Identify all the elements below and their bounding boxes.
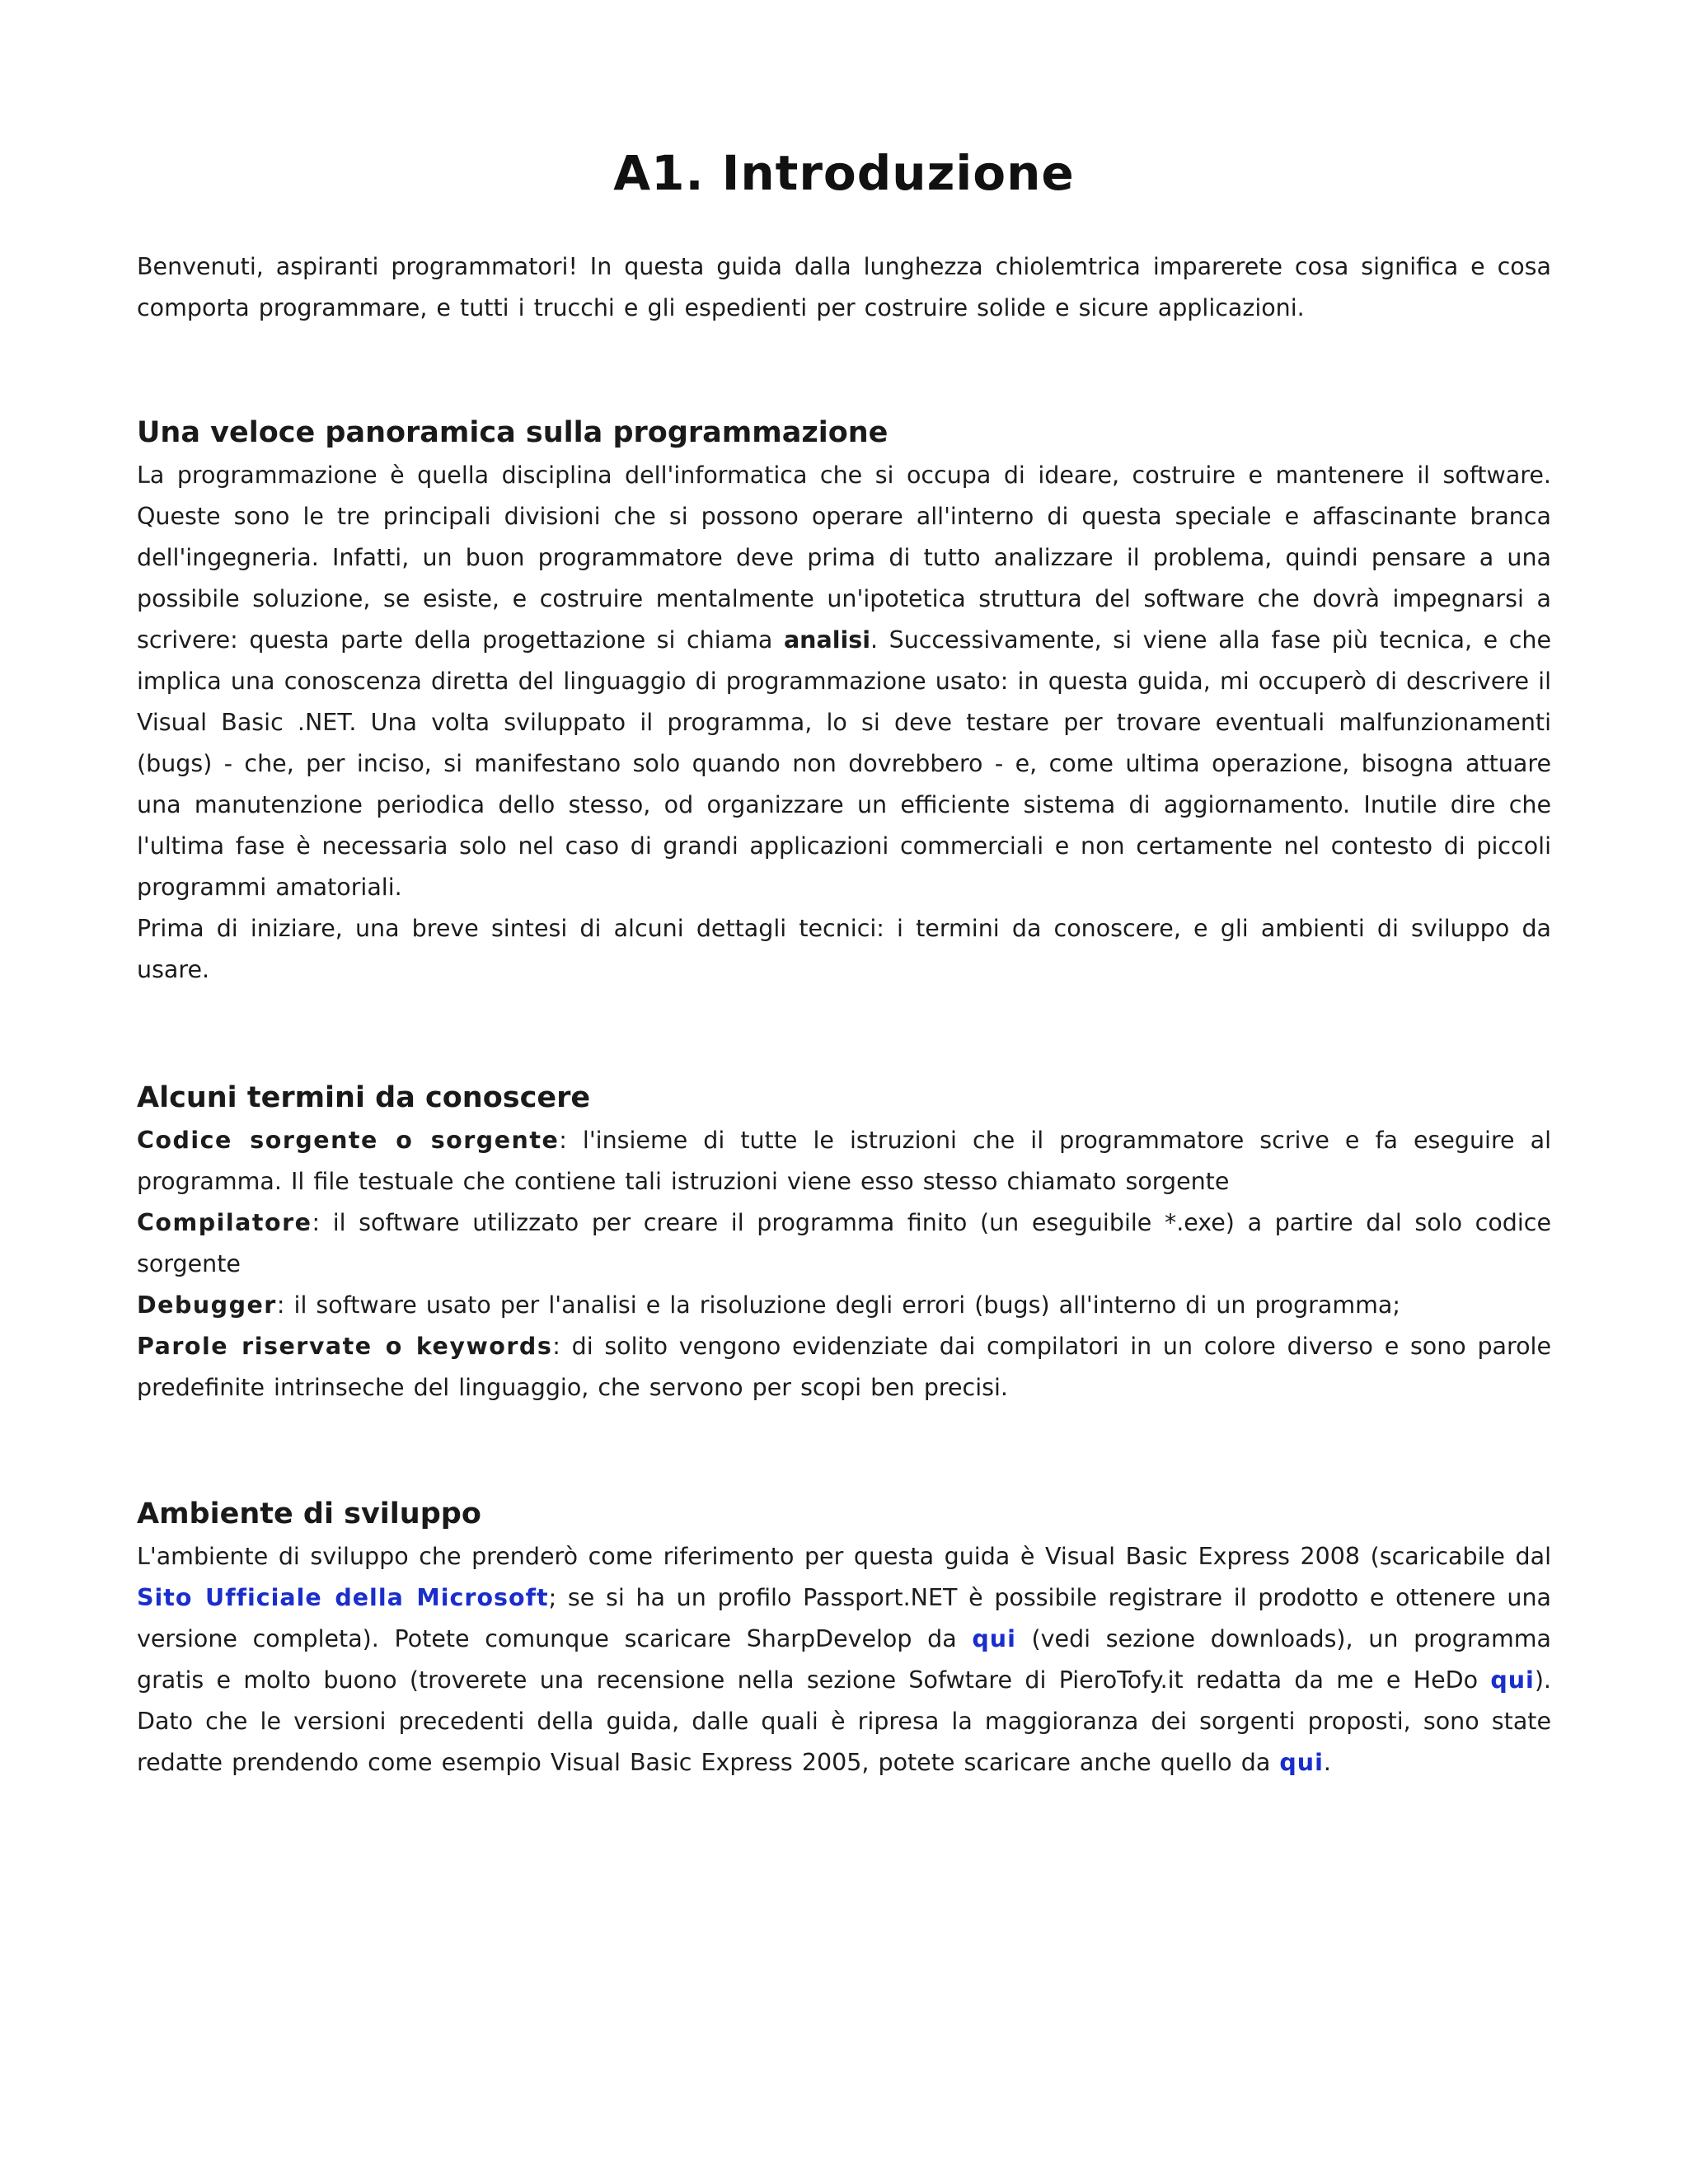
panorama-paragraph-2: Prima di iniziare, una breve sintesi di alcuni dettagli tecnici: i termini da conoscere, e gli ambienti di sviluppo da usare. xyxy=(137,915,1551,983)
glossary-item xyxy=(137,1285,1551,1326)
vb-express-2005-link[interactable]: qui xyxy=(1279,1749,1324,1776)
review-link[interactable]: qui xyxy=(1490,1666,1535,1694)
section-heading-ambiente: Ambiente di sviluppo xyxy=(137,1497,481,1530)
glossary-item xyxy=(137,1202,1551,1285)
glossary-term: Debugger xyxy=(137,1291,277,1319)
glossary-list xyxy=(137,1120,1551,1408)
section-heading-termini: Alcuni termini da conoscere xyxy=(137,1081,591,1114)
page-title: A1. Introduzione xyxy=(613,145,1075,201)
ambiente-text-3: (vedi sezione downloads), un programma gratis e molto buono (troverete una recensione nella sezione Sofwtare di PieroTofy.it redatta da me e HeDo xyxy=(137,1625,1551,1694)
ambiente-text-2: ; se si ha un profilo Passport.NET è possibile registrare il prodotto e ottenere una versione completa). Potete comunque scaricare SharpDevelop da xyxy=(137,1584,1551,1652)
microsoft-site-link[interactable]: Sito Ufficiale della Microsoft xyxy=(137,1584,549,1611)
panorama-paragraph-1 xyxy=(137,455,1551,908)
ambiente-text-5: . xyxy=(1323,1749,1331,1776)
analisi-keyword: analisi xyxy=(783,626,870,654)
glossary-definition: : di solito vengono evidenziate dai compilatori in un colore diverso e sono parole predefinite intrinseche del linguaggio, che servono per scopi ben precisi. xyxy=(137,1333,1551,1401)
panorama-text-start: La programmazione è quella disciplina dell'informatica che si occupa di ideare, costruire e mantenere il software. Queste sono le tre principali divisioni che si possono operare all'interno di questa speciale e affascinante branca dell'ingegneria. Infatti, un buon programmatore deve prima di tutto analizzare il problema, quindi pensare a una possibile soluzione, se esiste, e costruire mentalmente un'ipotetica struttura del software che dovrà impegnarsi a scrivere: questa parte della progettazione si chiama xyxy=(137,462,1551,654)
intro-paragraph: Benvenuti, aspiranti programmatori! In questa guida dalla lunghezza chiolemtrica imparerete cosa significa e cosa comporta programmare, e tutti i trucchi e gli espedienti per costruire solide e sicure applicazioni. xyxy=(137,253,1551,321)
section-heading-panorama: Una veloce panoramica sulla programmazione xyxy=(137,416,889,449)
glossary-term: Codice sorgente o sorgente xyxy=(137,1127,560,1154)
ambiente-text-1: L'ambiente di sviluppo che prenderò come riferimento per questa guida è Visual Basic Express 2008 (scaricabile dal xyxy=(137,1543,1551,1570)
ambiente-text-4: ). Dato che le versioni precedenti della guida, dalle quali è ripresa la maggioranza dei sorgenti proposti, sono state redatte prendendo come esempio Visual Basic Express 2005, potete scaricare anche quello da xyxy=(137,1666,1551,1776)
ambiente-paragraph xyxy=(137,1536,1551,1783)
panorama-text xyxy=(137,455,1551,991)
panorama-text-end: . Successivamente, si viene alla fase più tecnica, e che implica una conoscenza diretta del linguaggio di programmazione usato: in questa guida, mi occuperò di descrivere il Visual Basic .NET. Una volta sviluppato il programma, lo si deve testare per trovare eventuali malfunzionamenti (bugs) - che, per inciso, si manifestano solo quando non dovrebbero - e, come ultima operazione, bisogna attuare una manutenzione periodica dello stesso, od organizzare un efficiente sistema di aggiornamento. Inutile dire che l'ultima fase è necessaria solo nel caso di grandi applicazioni commerciali e non certamente nel contesto di piccoli programmi amatoriali. xyxy=(137,626,1552,901)
glossary-definition: : il software utilizzato per creare il programma finito (un eseguibile *.exe) a partire dal solo codice sorgente xyxy=(137,1209,1551,1277)
glossary-definition: : l'insieme di tutte le istruzioni che il programmatore scrive e fa eseguire al programma. Il file testuale che contiene tali istruzioni viene esso stesso chiamato sorgente xyxy=(137,1127,1551,1195)
glossary-definition: : il software usato per l'analisi e la risoluzione degli errori (bugs) all'interno di un programma; xyxy=(276,1291,1400,1319)
glossary-item xyxy=(137,1120,1551,1202)
sharpdevelop-download-link[interactable]: qui xyxy=(972,1625,1016,1652)
glossary-item xyxy=(137,1326,1551,1408)
glossary-term: Compilatore xyxy=(137,1209,312,1236)
glossary-term: Parole riservate o keywords xyxy=(137,1333,553,1360)
